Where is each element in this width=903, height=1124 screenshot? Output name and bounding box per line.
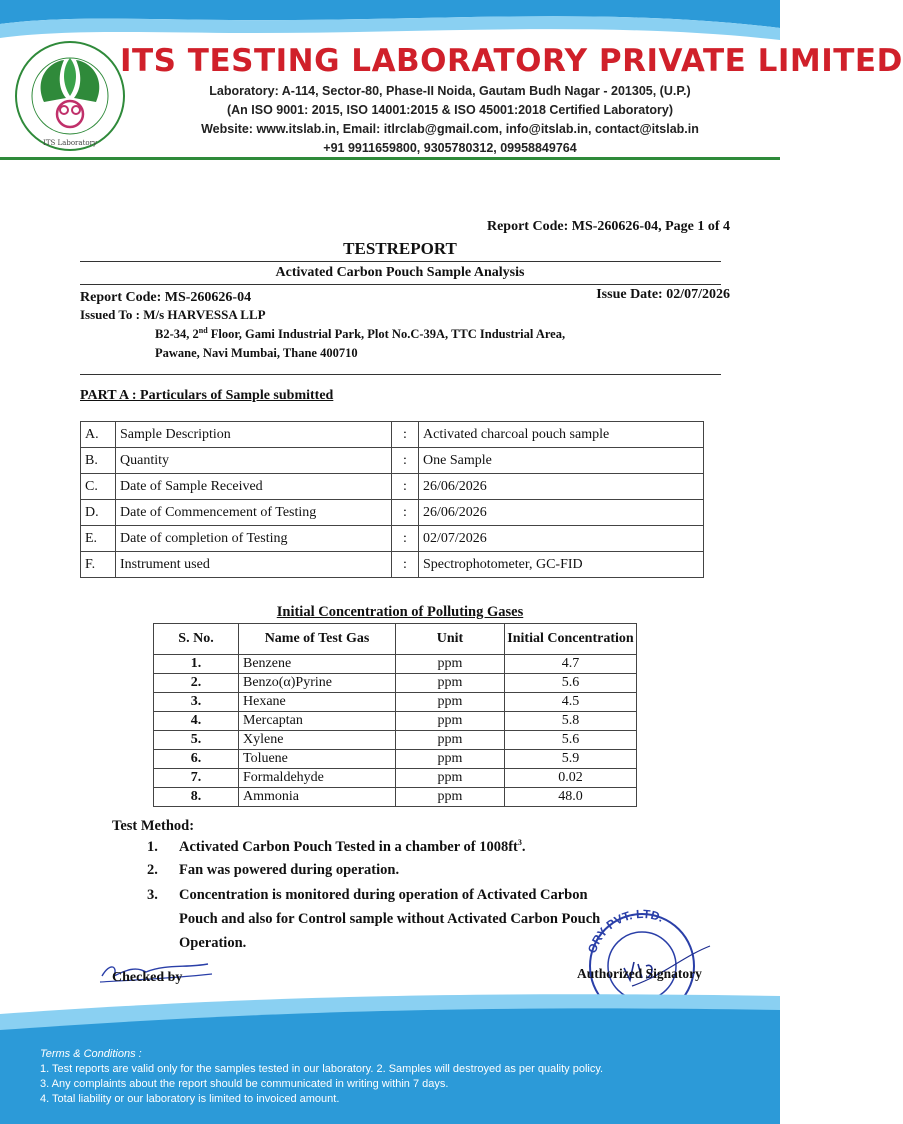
terms-line: 3. Any complaints about the report should be communicated in writing within 7 days. xyxy=(40,1078,449,1090)
gas-row xyxy=(154,750,637,769)
gas-name: Toluene xyxy=(239,750,396,769)
test-method-heading: Test Method: xyxy=(112,818,195,834)
particulars-row xyxy=(81,422,704,448)
terms-line: 4. Total liability or our laboratory is limited to invoiced amount. xyxy=(40,1093,340,1105)
row-separator: : xyxy=(392,448,419,474)
method-item-continuation: Pouch and also for Control sample without Activated Carbon Pouch xyxy=(179,911,601,927)
issue-date: Issue Date: 02/07/2026 xyxy=(596,287,730,302)
row-value: 26/06/2026 xyxy=(419,500,704,526)
gas-concentration: 5.9 xyxy=(505,750,637,769)
row-letter: A. xyxy=(81,422,116,448)
row-label: Quantity xyxy=(116,448,392,474)
gas-name: Benzo(α)Pyrine xyxy=(239,674,396,693)
column-header: Initial Concentration xyxy=(505,624,637,655)
page-reference: Report Code: MS-260626-04, Page 1 of 4 xyxy=(486,219,730,234)
method-item-continuation: Operation. xyxy=(179,935,247,951)
issued-to-label: Issued To : xyxy=(80,307,140,322)
serial-number: 6. xyxy=(154,750,239,769)
checked-by-label: Checked by xyxy=(112,970,183,985)
report-subtitle: Activated Carbon Pouch Sample Analysis xyxy=(275,265,525,280)
gas-unit: ppm xyxy=(396,750,505,769)
gas-row xyxy=(154,788,637,807)
company-name: ITS TESTING LABORATORY PRIVATE LIMITED xyxy=(120,43,903,79)
gas-concentration: 48.0 xyxy=(505,788,637,807)
svg-text:ITS Laboratory: ITS Laboratory xyxy=(43,139,97,147)
row-value: 26/06/2026 xyxy=(419,474,704,500)
gases-table xyxy=(153,623,637,807)
serial-number: 4. xyxy=(154,712,239,731)
gases-heading: Initial Concentration of Polluting Gases xyxy=(276,604,524,620)
gas-unit: ppm xyxy=(396,655,505,674)
customer-address-line1: B2-34, 2nd Floor, Gami Industrial Park, Plot No.C-39A, TTC Industrial Area, xyxy=(155,326,566,342)
gas-concentration: 5.6 xyxy=(505,674,637,693)
serial-number: 7. xyxy=(154,769,239,788)
gas-concentration: 4.5 xyxy=(505,693,637,712)
gas-row xyxy=(154,731,637,750)
gas-row xyxy=(154,693,637,712)
gas-name: Xylene xyxy=(239,731,396,750)
gas-concentration: 4.7 xyxy=(505,655,637,674)
row-separator: : xyxy=(392,526,419,552)
issued-to-name: M/s HARVESSA LLP xyxy=(143,307,266,322)
method-item: 3. Concentration is monitored during operation of Activated Carbon xyxy=(147,887,588,903)
row-value: Spectrophotometer, GC-FID xyxy=(419,552,704,578)
terms-title: Terms & Conditions : xyxy=(40,1048,142,1060)
particulars-row xyxy=(81,500,704,526)
row-value: 02/07/2026 xyxy=(419,526,704,552)
row-separator: : xyxy=(392,422,419,448)
report-code: Report Code: MS-260626-04 xyxy=(80,290,252,305)
row-label: Sample Description xyxy=(116,422,392,448)
gas-unit: ppm xyxy=(396,712,505,731)
serial-number: 2. xyxy=(154,674,239,693)
row-value: One Sample xyxy=(419,448,704,474)
gas-name: Benzene xyxy=(239,655,396,674)
report-title: TESTREPORT xyxy=(343,239,457,258)
row-label: Date of completion of Testing xyxy=(116,526,392,552)
phone-numbers: +91 9911659800, 9305780312, 09958849764 xyxy=(323,141,577,155)
gas-row xyxy=(154,674,637,693)
svg-text:ORY PVT. LTD.: ORY PVT. LTD. xyxy=(584,906,666,956)
particulars-row xyxy=(81,474,704,500)
column-header: Name of Test Gas xyxy=(239,624,396,655)
authorized-signatory-label: Authorized Signatory xyxy=(577,966,702,981)
gas-row xyxy=(154,655,637,674)
company-logo xyxy=(14,40,126,152)
issued-to xyxy=(80,307,266,323)
gas-row xyxy=(154,712,637,731)
particulars-row xyxy=(81,526,704,552)
terms-line: 1. Test reports are valid only for the samples tested in our laboratory. 2. Samples will destroyed as per quality policy. xyxy=(40,1063,604,1075)
row-label: Date of Commencement of Testing xyxy=(116,500,392,526)
row-value: Activated charcoal pouch sample xyxy=(419,422,704,448)
serial-number: 1. xyxy=(154,655,239,674)
method-item: 2. Fan was powered during operation. xyxy=(147,862,400,878)
gas-concentration: 5.6 xyxy=(505,731,637,750)
row-letter: E. xyxy=(81,526,116,552)
particulars-row xyxy=(81,448,704,474)
row-letter: B. xyxy=(81,448,116,474)
column-header: Unit xyxy=(396,624,505,655)
part-a-heading: PART A : Particulars of Sample submitted xyxy=(80,388,334,403)
gas-row xyxy=(154,769,637,788)
gas-name: Ammonia xyxy=(239,788,396,807)
gas-unit: ppm xyxy=(396,788,505,807)
serial-number: 3. xyxy=(154,693,239,712)
gas-name: Hexane xyxy=(239,693,396,712)
row-separator: : xyxy=(392,474,419,500)
gas-concentration: 0.02 xyxy=(505,769,637,788)
gas-unit: ppm xyxy=(396,769,505,788)
row-letter: C. xyxy=(81,474,116,500)
serial-number: 8. xyxy=(154,788,239,807)
divider xyxy=(80,374,721,375)
contact-info: Website: www.itslab.in, Email: itlrclab@gmail.com, info@itslab.in, contact@itslab.in xyxy=(201,122,699,136)
method-item: 1. Activated Carbon Pouch Tested in a chamber of $1008ft^3$. xyxy=(147,838,526,855)
gas-unit: ppm xyxy=(396,731,505,750)
row-letter: D. xyxy=(81,500,116,526)
certifications: (An ISO 9001: 2015, ISO 14001:2015 & ISO 45001:2018 Certified Laboratory) xyxy=(226,103,674,117)
gas-name: Mercaptan xyxy=(239,712,396,731)
row-letter: F. xyxy=(81,552,116,578)
divider xyxy=(80,261,721,262)
gas-name: Formaldehyde xyxy=(239,769,396,788)
divider xyxy=(80,284,721,285)
gas-concentration: 5.8 xyxy=(505,712,637,731)
gas-unit: ppm xyxy=(396,674,505,693)
serial-number: 5. xyxy=(154,731,239,750)
customer-address-line2: Pawane, Navi Mumbai, Thane 400710 xyxy=(155,346,358,360)
gas-unit: ppm xyxy=(396,693,505,712)
particulars-row xyxy=(81,552,704,578)
row-separator: : xyxy=(392,500,419,526)
lab-address: Laboratory: A-114, Sector-80, Phase-II Noida, Gautam Budh Nagar - 201305, (U.P.) xyxy=(209,84,691,98)
row-separator: : xyxy=(392,552,419,578)
row-label: Date of Sample Received xyxy=(116,474,392,500)
sample-particulars-table xyxy=(80,421,704,578)
column-header: S. No. xyxy=(154,624,239,655)
row-label: Instrument used xyxy=(116,552,392,578)
